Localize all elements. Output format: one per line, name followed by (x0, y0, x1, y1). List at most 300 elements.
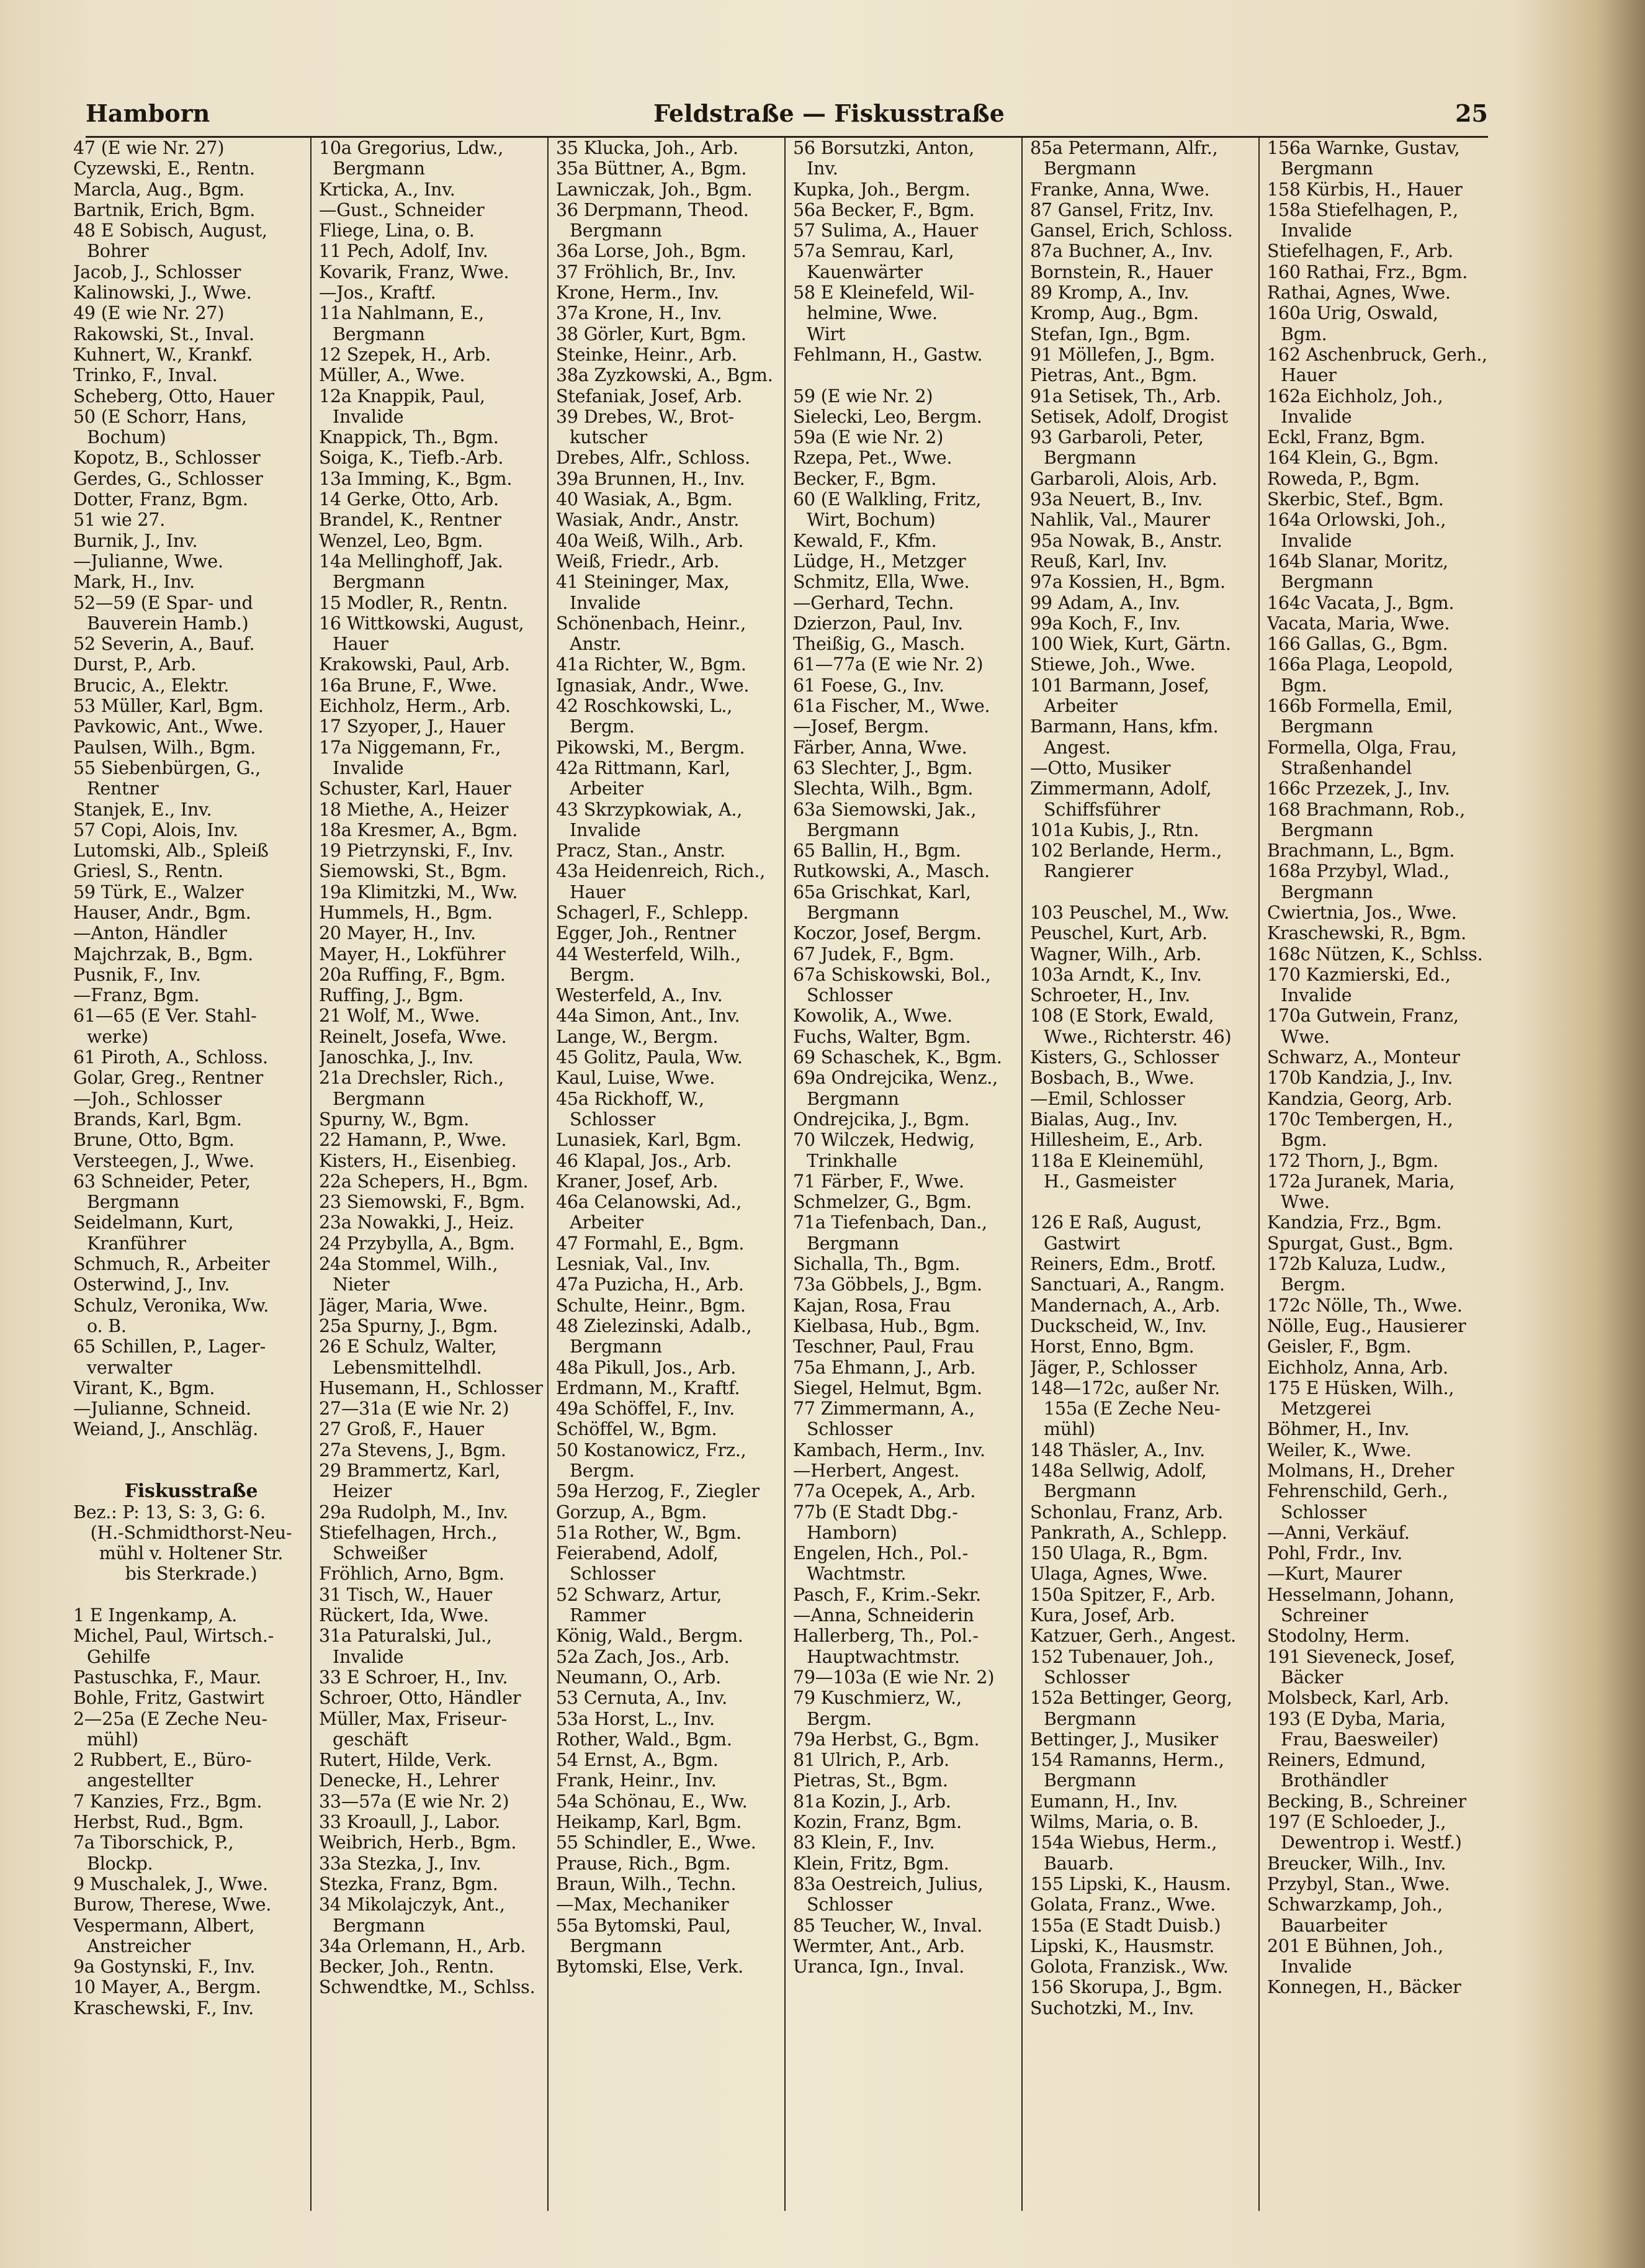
directory-entry: Wilms, Maria, o. B. (1030, 1812, 1199, 1833)
directory-entry: Hauer (1281, 365, 1337, 386)
directory-entry: Rentner (87, 778, 159, 799)
directory-entry: Majchrzak, B., Bgm. (73, 943, 253, 965)
directory-entry: 58 E Kleinefeld, Wil- (793, 282, 975, 304)
directory-entry: 54a Schönau, E., Ww. (556, 1791, 748, 1812)
directory-entry: Invalide (570, 819, 641, 840)
directory-entry: Anstreicher (87, 1935, 191, 1956)
directory-entry: Hamborn) (807, 1522, 897, 1543)
directory-entry: 81a Kozin, J., Arb. (793, 1791, 951, 1812)
directory-entry: Schiffsführer (1044, 799, 1160, 820)
directory-entry: 44a Simon, Ant., Inv. (556, 1006, 740, 1027)
directory-entry: 47 Formahl, E., Bgm. (556, 1233, 745, 1254)
directory-entry: Schlosser (807, 1894, 893, 1915)
directory-entry: Breucker, Wilh., Inv. (1267, 1853, 1446, 1874)
directory-entry: Bergmann (87, 1192, 179, 1213)
directory-entry: Bauarbeiter (1281, 1915, 1387, 1936)
directory-entry: —Anton, Händler (73, 923, 227, 944)
directory-entry: Weiand, J., Anschläg. (73, 1419, 259, 1440)
directory-entry: Invalide (1281, 530, 1352, 551)
page-header (86, 93, 1488, 138)
directory-entry: Schlosser (1044, 1667, 1130, 1688)
directory-entry: Bergmann (333, 1915, 425, 1936)
directory-entry: Arbeiter (570, 1212, 643, 1233)
directory-columns (73, 138, 1500, 2211)
directory-entry: Kozin, Franz, Bgm. (793, 1812, 962, 1833)
directory-entry: Kalinowski, J., Wwe. (73, 282, 252, 304)
directory-entry: 164b Slanar, Moritz, (1267, 551, 1448, 572)
directory-entry: Kajan, Rosa, Frau (793, 1295, 951, 1316)
directory-entry: Wirt (807, 323, 846, 344)
directory-entry: 71a Tiefenbach, Dan., (793, 1212, 987, 1233)
directory-entry: 49 (E wie Nr. 27) (73, 303, 225, 324)
directory-entry: —Anni, Verkäuf. (1267, 1522, 1410, 1543)
directory-entry: 99 Adam, A., Inv. (1030, 592, 1181, 613)
directory-entry: Rutert, Hilde, Verk. (319, 1750, 492, 1771)
directory-entry: 41 Steininger, Max, (556, 572, 730, 593)
directory-entry: 91a Setisek, Th., Arb. (1030, 385, 1221, 407)
directory-entry: 34 Mikolajczyk, Ant., (319, 1894, 505, 1915)
directory-entry: Fuchs, Walter, Bgm. (793, 1026, 971, 1047)
directory-entry: 33—57a (E wie Nr. 2) (319, 1791, 509, 1812)
directory-entry: 108 (E Stork, Ewald, (1030, 1006, 1214, 1027)
directory-entry: Pastuschka, F., Maur. (73, 1667, 262, 1688)
directory-entry: 27a Stevens, J., Bgm. (319, 1439, 506, 1460)
directory-entry: Schuster, Karl, Hauer (319, 778, 511, 799)
directory-entry: mühl v. Holtener Str. (99, 1543, 284, 1564)
directory-entry: 59a (E wie Nr. 2) (793, 427, 944, 448)
directory-entry: Garbaroli, Alois, Arb. (1030, 468, 1217, 489)
directory-entry: 59 (E wie Nr. 2) (793, 385, 933, 407)
directory-entry: Setisek, Adolf, Drogist (1030, 406, 1229, 427)
directory-entry: Müller, A., Wwe. (319, 365, 465, 386)
directory-entry: 118a E Kleinemühl, (1030, 1150, 1204, 1171)
running-head-streets: Feldstraße — Fiskusstraße (653, 99, 1005, 127)
directory-entry: 61a Fischer, M., Wwe. (793, 696, 990, 717)
directory-entry: Stodolny, Herm. (1267, 1626, 1410, 1647)
directory-entry: Kopotz, B., Schlosser (73, 448, 261, 469)
directory-entry: 61 Piroth, A., Schloss. (73, 1047, 268, 1068)
directory-entry: 197 (E Schloeder, J., (1267, 1812, 1446, 1833)
directory-entry: Geisler, F., Bgm. (1267, 1336, 1412, 1357)
directory-entry: 10a Gregorius, Ldw., (319, 138, 504, 158)
directory-entry: 23a Nowakki, J., Heiz. (319, 1212, 514, 1233)
directory-entry: Reinelt, Josefa, Wwe. (319, 1026, 507, 1047)
directory-entry: 50 Kostanowicz, Frz., (556, 1439, 746, 1460)
directory-entry: —Joh., Schlosser (73, 1088, 222, 1109)
directory-entry: 46a Celanowski, Ad., (556, 1192, 742, 1213)
directory-entry: Stanjek, E., Inv. (73, 799, 212, 820)
directory-entry: 35a Büttner, A., Bgm. (556, 158, 747, 179)
directory-entry (1030, 882, 1266, 902)
directory-entry: Teschner, Paul, Frau (793, 1336, 974, 1357)
directory-entry: Frank, Heinr., Inv. (556, 1770, 717, 1791)
directory-entry: 164a Orlowski, Joh., (1267, 510, 1446, 531)
directory-entry: —Josef, Bergm. (793, 716, 930, 737)
directory-entry: Invalide (570, 592, 641, 613)
directory-entry: 23 Siemowski, F., Bgm. (319, 1192, 525, 1213)
directory-entry: Bochum) (87, 427, 166, 448)
directory-entry: 56 Borsutzki, Anton, (793, 138, 974, 158)
directory-entry: 93 Garbaroli, Peter, (1030, 427, 1204, 448)
directory-entry: 1 E Ingenkamp, A. (73, 1605, 238, 1626)
directory-entry: Kraner, Josef, Arb. (556, 1171, 719, 1192)
directory-entry: 53a Horst, L., Inv. (556, 1708, 715, 1729)
directory-entry: o. B. (87, 1315, 127, 1336)
directory-entry: Schmelzer, G., Bgm. (793, 1192, 972, 1213)
directory-entry: Jäger, P., Schlosser (1030, 1357, 1197, 1378)
directory-entry: 19a Klimitzki, M., Ww. (319, 881, 518, 902)
directory-entry: Bergmann (333, 572, 425, 593)
directory-entry: Bergmann (333, 158, 425, 179)
directory-entry: Bergmann (1044, 158, 1136, 179)
directory-entry: 57 Sulima, A., Hauer (793, 220, 979, 241)
directory-entry: Cwiertnia, Jos., Wwe. (1267, 902, 1457, 923)
directory-entry: 48 E Sobisch, August, (73, 220, 267, 241)
directory-entry: Nieter (333, 1274, 390, 1295)
directory-entry: 49a Schöffel, F., Inv. (556, 1398, 735, 1420)
directory-entry: Wagner, Wilh., Arb. (1030, 943, 1202, 965)
directory-entry: 172 Thorn, J., Bgm. (1267, 1150, 1438, 1171)
directory-entry: Zimmermann, Adolf, (1030, 778, 1212, 799)
directory-entry: Bergmann (807, 902, 899, 923)
directory-entry: 24a Stommel, Wilh., (319, 1254, 498, 1275)
directory-entry: Bergmann (1281, 716, 1373, 737)
directory-entry: 21a Drechsler, Rich., (319, 1068, 504, 1089)
directory-entry: Bauverein Hamb.) (87, 613, 249, 634)
directory-entry: Heizer (333, 1481, 392, 1502)
directory-entry: Gansel, Erich, Schloss. (1030, 220, 1233, 241)
directory-column-5 (1021, 138, 1266, 2211)
directory-entry: 48 Zielezinski, Adalb., (556, 1315, 752, 1336)
directory-entry: Bergmann (807, 819, 899, 840)
directory-entry: 33 Kroaull, J., Labor. (319, 1812, 500, 1833)
directory-entry: Schlosser (570, 1109, 656, 1130)
directory-entry: Wasiak, Andr., Anstr. (556, 510, 740, 531)
directory-entry: 9a Gostynski, F., Inv. (73, 1956, 256, 1978)
directory-entry: Bergmann (1044, 448, 1136, 469)
directory-entry: Schlosser (807, 985, 893, 1006)
directory-entry: 56a Becker, F., Bgm. (793, 199, 975, 220)
directory-entry: 13a Imming, K., Bgm. (319, 468, 513, 489)
directory-column-2 (310, 138, 555, 2211)
directory-entry: 154 Ramanns, Herm., (1030, 1750, 1224, 1771)
directory-entry: Gehilfe (87, 1646, 151, 1667)
directory-entry: Bergmann (333, 323, 425, 344)
directory-entry: Trinko, F., Inval. (73, 365, 218, 386)
directory-entry: Pikowski, M., Bergm. (556, 737, 745, 758)
directory-entry: 46 Klapal, Jos., Arb. (556, 1150, 732, 1171)
directory-entry: geschäft (333, 1729, 408, 1750)
directory-entry: kutscher (570, 427, 647, 448)
directory-entry: 172b Kaluza, Ludw., (1267, 1254, 1446, 1275)
directory-entry: Trinkhalle (807, 1150, 897, 1171)
directory-entry: Barmann, Hans, kfm. (1030, 716, 1219, 737)
directory-entry: Heikamp, Karl, Bgm. (556, 1812, 742, 1833)
directory-entry: 79—103a (E wie Nr. 2) (793, 1667, 995, 1688)
directory-entry: 61—65 (E Ver. Stahl- (73, 1006, 257, 1027)
directory-entry: —Julianne, Wwe. (73, 551, 223, 572)
directory-entry: Lebensmittelhdl. (333, 1357, 482, 1378)
directory-entry: 89 Kromp, A., Inv. (1030, 282, 1190, 304)
directory-entry: —Gerhard, Techn. (793, 592, 954, 613)
directory-entry: 148—172c, außer Nr. (1030, 1377, 1220, 1398)
directory-entry: Kovarik, Franz, Wwe. (319, 261, 509, 282)
directory-entry: Weiß, Friedr., Arb. (556, 551, 720, 572)
directory-entry: 51 wie 27. (73, 510, 166, 531)
directory-entry: 160 Rathai, Frz., Bgm. (1267, 261, 1468, 282)
directory-entry: 21 Wolf, M., Wwe. (319, 1006, 480, 1027)
directory-entry: 25a Spurny, J., Bgm. (319, 1315, 498, 1336)
directory-entry: 19 Pietrzynski, F., Inv. (319, 840, 514, 862)
directory-entry: 201 E Bühnen, Joh., (1267, 1935, 1443, 1956)
directory-entry: Kraschewski, R., Bgm. (1267, 923, 1466, 944)
directory-entry: Schweißer (333, 1543, 427, 1564)
directory-entry: 48a Pikull, Jos., Arb. (556, 1357, 737, 1378)
directory-entry: 7a Tiborschick, P., (73, 1832, 234, 1853)
directory-entry: Egger, Joh., Rentner (556, 923, 736, 944)
directory-entry: Feierabend, Adolf, (556, 1543, 719, 1564)
directory-entry: 10 Mayer, A., Bergm. (73, 1977, 261, 1998)
directory-entry: Bergmann (570, 1935, 662, 1956)
directory-entry (1030, 1192, 1266, 1212)
directory-entry: Hummels, H., Bgm. (319, 902, 493, 923)
directory-entry: 77a Ocepek, A., Arb. (793, 1481, 976, 1502)
directory-entry (73, 1585, 309, 1605)
directory-entry: 20a Ruffing, F., Bgm. (319, 964, 506, 985)
directory-entry: Versteegen, J., Wwe. (73, 1150, 254, 1171)
directory-entry: 170 Kazmierski, Ed., (1267, 964, 1451, 985)
directory-entry: 43 Skrzypkowiak, A., (556, 799, 743, 820)
directory-entry: 17a Niggemann, Fr., (319, 737, 501, 758)
directory-entry: (H.-Schmidthorst-Neu- (90, 1522, 292, 1543)
directory-entry: 50 (E Schorr, Hans, (73, 406, 247, 427)
directory-entry: 164 Klein, G., Bgm. (1267, 448, 1439, 469)
directory-entry: 11 Pech, Adolf, Inv. (319, 241, 488, 262)
directory-entry: H., Gasmeister (1044, 1171, 1177, 1192)
directory-column-4 (784, 138, 1029, 2211)
directory-entry: 150 Ulaga, R., Bgm. (1030, 1543, 1209, 1564)
directory-entry: Steinke, Heinr., Arb. (556, 344, 737, 365)
directory-entry: Kauenwärter (807, 261, 923, 282)
directory-entry: 162a Eichholz, Joh., (1267, 385, 1443, 407)
directory-entry: 26 E Schulz, Walter, (319, 1336, 497, 1357)
directory-entry: 168a Przybyl, Wlad., (1267, 861, 1450, 882)
directory-entry: Krakowski, Paul, Arb. (319, 654, 510, 675)
directory-entry: Marcla, Aug., Bgm. (73, 179, 245, 200)
directory-entry: Janoschka, J., Inv. (319, 1047, 474, 1068)
directory-entry: 12a Knappik, Paul, (319, 385, 485, 407)
directory-entry: 150a Spitzer, F., Arb. (1030, 1584, 1216, 1605)
directory-entry: 85 Teucher, W., Inval. (793, 1915, 983, 1936)
directory-entry: 51a Rother, W., Bgm. (556, 1522, 742, 1543)
directory-entry: 45a Rickhoff, W., (556, 1088, 704, 1109)
directory-entry: Skerbic, Stef., Bgm. (1267, 489, 1444, 510)
directory-entry: Vacata, Maria, Wwe. (1267, 613, 1450, 634)
directory-entry: 166c Przezek, J., Inv. (1267, 778, 1450, 799)
directory-entry: 155a (E Zeche Neu- (1044, 1398, 1221, 1420)
directory-entry: —Jos., Kraftf. (319, 282, 436, 304)
directory-entry: Metzgerei (1281, 1398, 1371, 1420)
directory-entry: 35 Klucka, Joh., Arb. (556, 138, 738, 158)
directory-entry: 102 Berlande, Herm., (1030, 840, 1222, 862)
directory-entry: Bergmann (1044, 1481, 1136, 1502)
directory-entry: Straßenhandel (1281, 757, 1412, 778)
directory-entry: 158 Kürbis, H., Hauer (1267, 179, 1463, 200)
directory-entry: Theißig, G., Masch. (793, 634, 966, 655)
directory-entry: 65 Schillen, P., Lager- (73, 1336, 266, 1357)
directory-entry: Bergmann (1044, 1708, 1136, 1729)
directory-entry: Brothändler (1281, 1770, 1388, 1791)
directory-entry: Eumann, H., Inv. (1030, 1791, 1178, 1812)
directory-entry: Bialas, Aug., Inv. (1030, 1109, 1178, 1130)
directory-entry: 42a Rittmann, Karl, (556, 757, 730, 778)
directory-entry: 170a Gutwein, Franz, (1267, 1006, 1459, 1027)
directory-entry: 100 Wiek, Kurt, Gärtn. (1030, 634, 1231, 655)
directory-entry: 29a Rudolph, M., Inv. (319, 1501, 508, 1523)
directory-entry: Bohle, Fritz, Gastwirt (73, 1688, 264, 1709)
directory-entry: Weibrich, Herb., Bgm. (319, 1832, 517, 1853)
directory-entry: Invalide (333, 1646, 404, 1667)
directory-entry: Kromp, Aug., Bgm. (1030, 303, 1199, 324)
directory-entry: 38 Görler, Kurt, Bgm. (556, 323, 746, 344)
directory-entry: Cyzewski, E., Rentn. (73, 158, 255, 179)
directory-entry: Scheberg, Otto, Hauer (73, 385, 274, 407)
directory-entry: Wenzel, Leo, Bgm. (319, 530, 483, 551)
directory-entry: Kupka, Joh., Bergm. (793, 179, 970, 200)
directory-entry: 63a Siemowski, Jak., (793, 799, 977, 820)
directory-entry: Eichholz, Anna, Arb. (1267, 1357, 1448, 1378)
directory-entry: Invalide (1281, 406, 1352, 427)
directory-entry: 77 Zimmermann, A., (793, 1398, 975, 1420)
directory-entry: Bytomski, Else, Verk. (556, 1956, 743, 1978)
directory-entry: 43a Heidenreich, Rich., (556, 861, 766, 882)
directory-entry: —Emil, Schlosser (1030, 1088, 1185, 1109)
directory-entry: 15 Modler, R., Rentn. (319, 592, 508, 613)
directory-entry: 168 Brachmann, Rob., (1267, 799, 1466, 820)
directory-entry: 63 Slechter, J., Bgm. (793, 757, 973, 778)
directory-entry: Brune, Otto, Bgm. (73, 1130, 235, 1151)
directory-entry: Vespermann, Albert, (73, 1915, 255, 1936)
directory-entry: Stiefelhagen, Hrch., (319, 1522, 498, 1543)
directory-entry: —Franz, Bgm. (73, 985, 200, 1006)
directory-entry: Schonlau, Franz, Arb. (1030, 1501, 1224, 1523)
directory-entry: Klein, Fritz, Bgm. (793, 1853, 949, 1874)
directory-entry (73, 1460, 309, 1481)
directory-entry: Drebes, Alfr., Schloss. (556, 448, 750, 469)
directory-entry: Mark, H., Inv. (73, 572, 195, 593)
directory-entry: Bergmann (1281, 819, 1373, 840)
directory-entry: Hauer (570, 881, 625, 902)
directory-entry: —Gust., Schneider (319, 199, 485, 220)
directory-entry: Seidelmann, Kurt, (73, 1212, 234, 1233)
directory-entry: Bergmann (1281, 158, 1373, 179)
directory-entry: 16a Brune, F., Wwe. (319, 675, 497, 696)
directory-entry: Eichholz, Herm., Arb. (319, 696, 511, 717)
directory-entry: Arbeiter (570, 778, 643, 799)
directory-entry: 97a Kossien, H., Bgm. (1030, 572, 1226, 593)
directory-entry: Spurny, W., Bgm. (319, 1109, 470, 1130)
directory-entry: 83a Oestreich, Julius, (793, 1873, 984, 1894)
directory-entry: Schlosser (570, 1564, 656, 1585)
directory-entry: Brachmann, L., Bgm. (1267, 840, 1455, 862)
directory-entry: 160a Urig, Oswald, (1267, 303, 1438, 324)
directory-entry: 20 Mayer, H., Inv. (319, 923, 476, 944)
directory-entry: Soiga, K., Tiefb.-Arb. (319, 448, 504, 469)
directory-entry: Lawniczak, Joh., Bgm. (556, 179, 753, 200)
directory-entry: 71 Färber, F., Wwe. (793, 1171, 964, 1192)
directory-entry: 67a Schiskowski, Bol., (793, 964, 991, 985)
directory-entry: 152a Bettinger, Georg, (1030, 1688, 1232, 1709)
directory-entry: Lange, W., Bergm. (556, 1026, 719, 1047)
directory-entry: Neumann, O., Arb. (556, 1667, 721, 1688)
directory-entry: 18 Miethe, A., Heizer (319, 799, 509, 820)
directory-entry: 91 Möllefen, J., Bgm. (1030, 344, 1216, 365)
directory-entry: 11a Nahlmann, E., (319, 303, 485, 324)
directory-entry: 148 Thäsler, A., Inv. (1030, 1439, 1205, 1460)
directory-entry: 52a Zach, Jos., Arb. (556, 1646, 730, 1667)
directory-entry: Knappick, Th., Bgm. (319, 427, 499, 448)
directory-entry: 17 Szyoper, J., Hauer (319, 716, 505, 737)
directory-entry: Hauer (333, 634, 388, 655)
directory-entry: 156a Warnke, Gustav, (1267, 138, 1460, 158)
directory-entry: Kisters, G., Schlosser (1030, 1047, 1219, 1068)
page-number: 25 (1455, 99, 1488, 127)
directory-entry: 47a Puzicha, H., Arb. (556, 1274, 744, 1295)
directory-entry: —Kurt, Maurer (1267, 1564, 1402, 1585)
directory-entry: 36 Derpmann, Theod. (556, 199, 749, 220)
directory-entry: Brands, Karl, Bgm. (73, 1109, 242, 1130)
directory-column-1 (73, 138, 309, 2211)
directory-entry: Nahlik, Val., Maurer (1030, 510, 1210, 531)
directory-entry: Anstr. (570, 634, 622, 655)
directory-entry: werke) (87, 1026, 148, 1047)
directory-entry: Golota, Franzisk., Ww. (1030, 1956, 1229, 1978)
directory-entry: Kewald, F., Kfm. (793, 530, 937, 551)
directory-entry: Müller, Max, Friseur- (319, 1708, 508, 1729)
directory-entry: 156 Skorupa, J., Bgm. (1030, 1977, 1223, 1998)
directory-entry: Kisters, H., Eisenbieg. (319, 1150, 517, 1171)
directory-entry: Denecke, H., Lehrer (319, 1770, 499, 1791)
directory-entry: 63 Schneider, Peter, (73, 1171, 251, 1192)
directory-entry: 191 Sieveneck, Josef, (1267, 1646, 1455, 1667)
directory-entry: Bergm. (807, 1708, 872, 1729)
directory-entry: 39a Brunnen, H., Inv. (556, 468, 745, 489)
directory-entry: Bergmann (333, 1088, 425, 1109)
directory-entry: Lipski, K., Hausmstr. (1030, 1935, 1215, 1956)
directory-entry: Stiefelhagen, F., Arb. (1267, 241, 1454, 262)
directory-entry: 24 Przybylla, A., Bgm. (319, 1233, 515, 1254)
directory-entry: 44 Westerfeld, Wilh., (556, 943, 741, 965)
directory-entry: 166a Plaga, Leopold, (1267, 654, 1453, 675)
directory-entry: 42 Roschkowski, L., (556, 696, 733, 717)
directory-entry: 40 Wasiak, A., Bgm. (556, 489, 733, 510)
directory-entry: Burow, Therese, Wwe. (73, 1894, 272, 1915)
street-heading: Fiskusstraße (124, 1481, 258, 1502)
directory-entry: Dzierzon, Paul, Inv. (793, 613, 963, 634)
directory-entry: 69a Ondrejcika, Wenz., (793, 1068, 998, 1089)
directory-entry: 172c Nölle, Th., Wwe. (1267, 1295, 1463, 1316)
directory-entry: Schulte, Heinr., Bgm. (556, 1295, 746, 1316)
directory-entry: Eckl, Franz, Bgm. (1267, 427, 1426, 448)
directory-entry: Burnik, J., Inv. (73, 530, 198, 551)
directory-entry: Schöffel, W., Bgm. (556, 1419, 717, 1440)
directory-entry: Bergm. (570, 716, 635, 737)
directory-entry: 166b Formella, Emil, (1267, 696, 1453, 717)
directory-entry: 79a Herbst, G., Bgm. (793, 1729, 980, 1750)
directory-entry: Reiners, Edmund, (1267, 1750, 1426, 1771)
directory-entry: Wirt, Bochum) (807, 510, 936, 531)
directory-entry: Kuhnert, W., Krankf. (73, 344, 253, 365)
